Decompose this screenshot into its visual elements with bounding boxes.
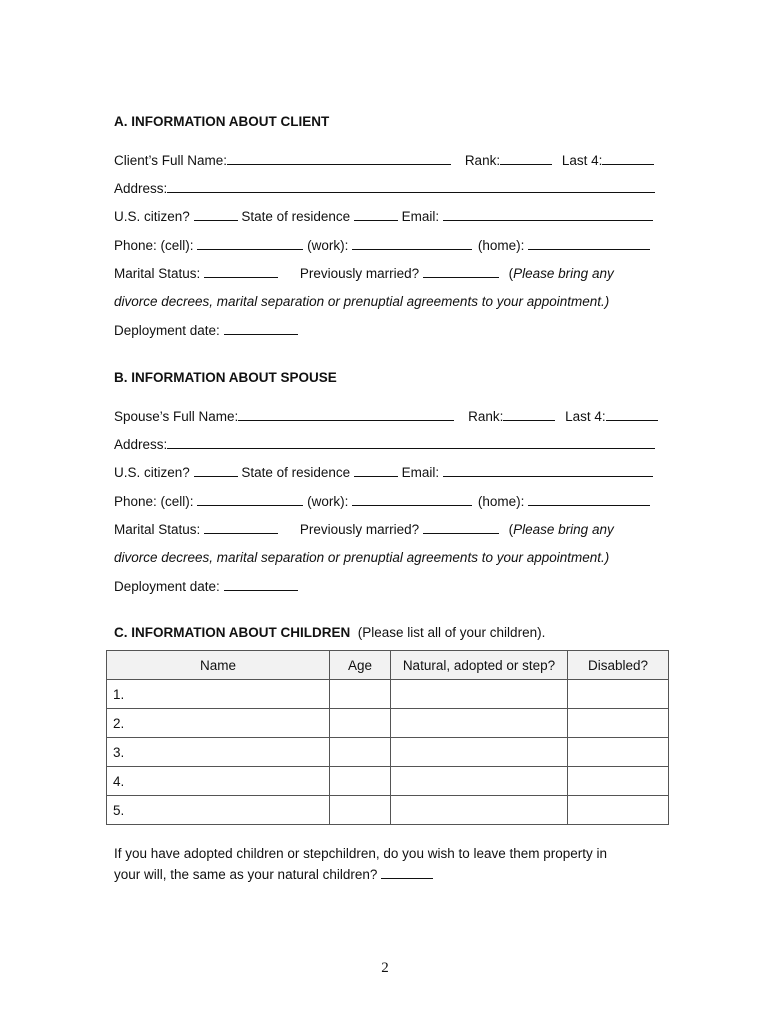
col-disabled-header: Disabled? (568, 651, 669, 680)
spouse-work-label: (work): (307, 494, 349, 509)
spouse-phone-row (114, 493, 650, 509)
client-rank-label: Rank: (464, 153, 501, 168)
spouse-email-label: Email: (401, 465, 440, 480)
spouse-address-field[interactable] (167, 436, 655, 449)
child-type-cell[interactable] (391, 680, 568, 709)
client-phone-row (114, 237, 650, 253)
closing-line-2: your will, the same as your natural children? (114, 867, 378, 882)
spouse-rank-field[interactable] (503, 408, 555, 421)
client-marital-label: Marital Status: (114, 266, 201, 281)
child-type-cell[interactable] (391, 796, 568, 825)
spouse-deployment-label: Deployment date: (114, 579, 220, 594)
client-home-label: (home): (477, 238, 525, 253)
spouse-note-open: ( (508, 522, 514, 537)
spouse-name-field[interactable] (238, 408, 454, 421)
col-age-header: Age (330, 651, 391, 680)
client-name-row (114, 152, 654, 168)
client-address-row (114, 180, 655, 196)
table-row (107, 709, 669, 738)
spouse-prev-married-label: Previously married? (299, 522, 420, 537)
client-note-rest: divorce decrees, marital separation or prenuptial agreements to your appointment.) (114, 294, 610, 309)
spouse-citizen-row (114, 464, 653, 480)
spouse-work-field[interactable] (352, 493, 472, 506)
spouse-last4-label: Last 4: (565, 409, 606, 424)
client-marital-field[interactable] (204, 265, 278, 278)
spouse-home-field[interactable] (528, 493, 650, 506)
child-age-cell[interactable] (330, 709, 391, 738)
client-prev-married-field[interactable] (423, 265, 499, 278)
spouse-cell-label: Phone: (cell): (114, 494, 194, 509)
child-age-cell[interactable] (330, 796, 391, 825)
child-name-cell[interactable]: 2. (107, 709, 330, 738)
client-note-open: ( (508, 266, 514, 281)
spouse-cell-field[interactable] (197, 493, 303, 506)
client-cell-label: Phone: (cell): (114, 238, 194, 253)
table-row (107, 767, 669, 796)
spouse-name-label: Spouse’s Full Name: (114, 409, 239, 424)
client-work-label: (work): (307, 238, 349, 253)
closing-line-2-row (114, 866, 433, 882)
spouse-citizen-label: U.S. citizen? (114, 465, 190, 480)
section-b-heading: B. INFORMATION ABOUT SPOUSE (114, 370, 337, 385)
spouse-address-row (114, 436, 655, 452)
client-last4-field[interactable] (602, 152, 654, 165)
section-a-heading: A. INFORMATION ABOUT CLIENT (114, 114, 330, 129)
col-name-header: Name (107, 651, 330, 680)
child-disabled-cell[interactable] (568, 709, 669, 738)
section-c-heading-row (114, 625, 545, 640)
spouse-note-start: Please bring any (513, 522, 614, 537)
client-address-field[interactable] (167, 180, 655, 193)
spouse-note-rest: divorce decrees, marital separation or prenuptial agreements to your appointment.) (114, 550, 610, 565)
child-disabled-cell[interactable] (568, 738, 669, 767)
page-number: 2 (381, 960, 389, 976)
client-citizen-row (114, 208, 653, 224)
table-row (107, 796, 669, 825)
client-email-field[interactable] (443, 208, 653, 221)
child-disabled-cell[interactable] (568, 680, 669, 709)
client-address-label: Address: (114, 181, 168, 196)
client-residence-field[interactable] (354, 208, 398, 221)
stepchildren-answer-field[interactable] (381, 866, 433, 879)
child-age-cell[interactable] (330, 767, 391, 796)
spouse-marital-label: Marital Status: (114, 522, 201, 537)
client-rank-field[interactable] (500, 152, 552, 165)
section-c-heading: C. INFORMATION ABOUT CHILDREN (114, 625, 351, 640)
child-name-cell[interactable]: 5. (107, 796, 330, 825)
col-type-header: Natural, adopted or step? (391, 651, 568, 680)
client-citizen-field[interactable] (194, 208, 238, 221)
spouse-rank-label: Rank: (468, 409, 504, 424)
section-c-subheading: (Please list all of your children). (357, 625, 546, 640)
spouse-marital-field[interactable] (204, 521, 278, 534)
spouse-address-label: Address: (114, 437, 168, 452)
spouse-prev-married-field[interactable] (423, 521, 499, 534)
client-work-field[interactable] (352, 237, 472, 250)
spouse-name-row (114, 408, 658, 424)
client-prev-married-label: Previously married? (299, 266, 420, 281)
client-home-field[interactable] (528, 237, 650, 250)
child-age-cell[interactable] (330, 738, 391, 767)
client-deployment-field[interactable] (224, 322, 298, 335)
client-cell-field[interactable] (197, 237, 303, 250)
spouse-last4-field[interactable] (606, 408, 658, 421)
child-disabled-cell[interactable] (568, 796, 669, 825)
client-citizen-label: U.S. citizen? (114, 209, 190, 224)
table-row (107, 680, 669, 709)
client-name-field[interactable] (227, 152, 451, 165)
spouse-deployment-row (114, 578, 298, 594)
client-marital-row (114, 265, 614, 281)
spouse-residence-field[interactable] (354, 464, 398, 477)
table-row (107, 738, 669, 767)
spouse-residence-label: State of residence (241, 465, 351, 480)
client-residence-label: State of residence (241, 209, 351, 224)
spouse-citizen-field[interactable] (194, 464, 238, 477)
children-header-row (107, 651, 669, 680)
client-note-start: Please bring any (513, 266, 614, 281)
child-name-cell[interactable]: 3. (107, 738, 330, 767)
child-age-cell[interactable] (330, 680, 391, 709)
child-type-cell[interactable] (391, 767, 568, 796)
child-type-cell[interactable] (391, 709, 568, 738)
client-name-label: Client’s Full Name: (114, 153, 228, 168)
spouse-marital-row (114, 521, 614, 537)
spouse-deployment-field[interactable] (224, 578, 298, 591)
spouse-email-field[interactable] (443, 464, 653, 477)
client-email-label: Email: (401, 209, 440, 224)
child-name-cell[interactable]: 1. (107, 680, 330, 709)
child-name-cell[interactable]: 4. (107, 767, 330, 796)
closing-line-1: If you have adopted children or stepchildren, do you wish to leave them property in (114, 846, 608, 861)
child-disabled-cell[interactable] (568, 767, 669, 796)
child-type-cell[interactable] (391, 738, 568, 767)
client-last4-label: Last 4: (561, 153, 603, 168)
client-deployment-label: Deployment date: (114, 323, 220, 338)
children-table (106, 650, 669, 825)
spouse-home-label: (home): (477, 494, 525, 509)
client-deployment-row (114, 322, 298, 338)
